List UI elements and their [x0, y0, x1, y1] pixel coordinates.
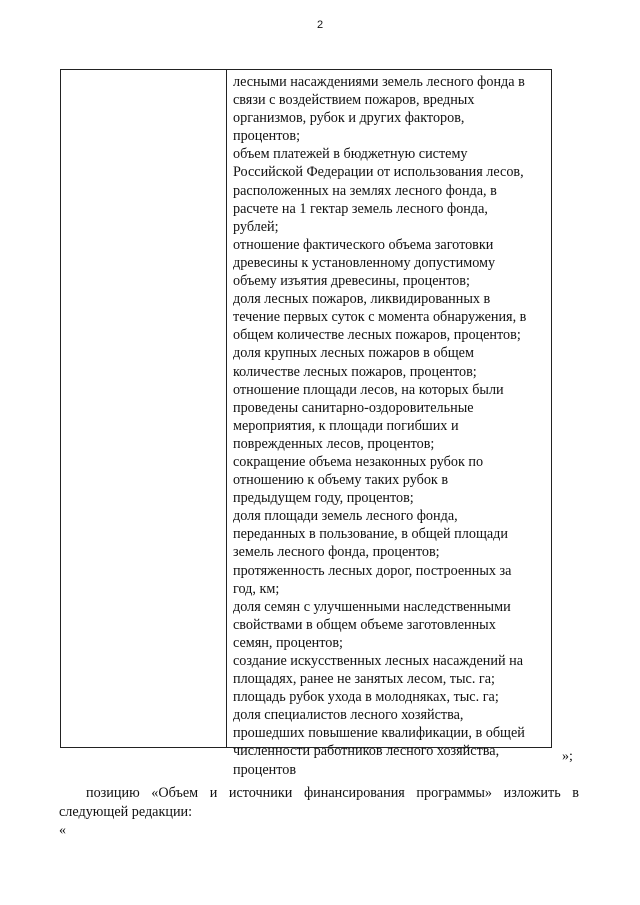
table-cell-line: создание искусственных лесных насаждений на [233, 653, 524, 669]
table-cell-line: прошедших повышение квалификации, в общей [233, 725, 525, 742]
table-cell-line: площадь рубок ухода в молодняках, тыс. га; [233, 689, 499, 706]
table-cell-line: год, км; [233, 580, 280, 597]
table-cell-line: количестве лесных пожаров, процентов; [233, 363, 477, 380]
table-cell-line: рублей; [233, 218, 279, 235]
table-cell-line: доля площади земель лесного фонда, [233, 508, 458, 525]
paragraph-line-2: следующей редакции: [59, 803, 193, 820]
table-cell-line: доля лесных пожаров, ликвидированных в [233, 291, 491, 308]
page-number: 2 [316, 19, 324, 31]
table-column-divider [226, 70, 227, 747]
table-cell-line: связи с воздействием пожаров, вредных [233, 92, 475, 109]
table-cell-line: поврежденных лесов, процентов; [233, 435, 435, 452]
table-cell-line: древесины к установленному допустимому [233, 254, 496, 271]
table-cell-line: численности работников лесного хозяйства, [233, 743, 500, 760]
table-cell-line: отношению к объему таких рубок в [233, 472, 449, 489]
table-cell-line: Российской Федерации от использования лесов, [233, 164, 524, 181]
table-cell-line: общем количестве лесных пожаров, процентов; [233, 327, 521, 344]
table-cell-line: лесными насаждениями земель лесного фонда в [233, 74, 525, 90]
closing-quote-mark: »; [562, 749, 573, 764]
table-cell-line: протяженность лесных дорог, построенных за [233, 562, 512, 579]
table-cell-line: доля семян с улучшенными наследственными [233, 598, 511, 615]
table-cell-line: свойствами в общем объеме заготовленных [233, 616, 496, 633]
table-cell-line: земель лесного фонда, процентов; [233, 544, 440, 561]
table-cell-line: доля специалистов лесного хозяйства, [233, 707, 464, 724]
table-cell-line: площадях, ранее не занятых лесом, тыс. га; [233, 671, 495, 688]
table-cell-line: переданных в пользование, в общей площади [233, 526, 508, 543]
table-cell-line: организмов, рубок и других факторов, [233, 110, 465, 127]
table-cell-line: предыдущем году, процентов; [233, 490, 414, 507]
table-cell-line: процентов [233, 761, 297, 778]
table-right-cell [233, 73, 549, 779]
table-cell-line: семян, процентов; [233, 634, 343, 651]
paragraph-line-1: позицию «Объем и источники финансирования программы» изложить в [86, 785, 579, 801]
table [60, 69, 552, 778]
table-cell-line: объему изъятия древесины, процентов; [233, 273, 470, 290]
table-cell-line: доля крупных лесных пожаров в общем [233, 345, 474, 362]
table-cell-line: процентов; [233, 128, 301, 145]
table-cell-line: расположенных на землях лесного фонда, в [233, 182, 497, 199]
table-cell-line: течение первых суток с момента обнаружения, в [233, 309, 527, 326]
body-paragraph [59, 784, 579, 821]
table-cell-line: отношение площади лесов, на которых были [233, 381, 504, 398]
table-cell-line: проведены санитарно-оздоровительные [233, 399, 474, 416]
table-cell-line: сокращение объема незаконных рубок по [233, 453, 484, 470]
table-cell-line: объем платежей в бюджетную систему [233, 146, 468, 163]
table-cell-line: расчете на 1 гектар земель лесного фонда, [233, 200, 488, 217]
table-cell-line: мероприятия, к площади погибших и [233, 417, 459, 434]
opening-quote-mark: « [59, 823, 66, 838]
table-cell-line: отношение фактического объема заготовки [233, 236, 494, 253]
